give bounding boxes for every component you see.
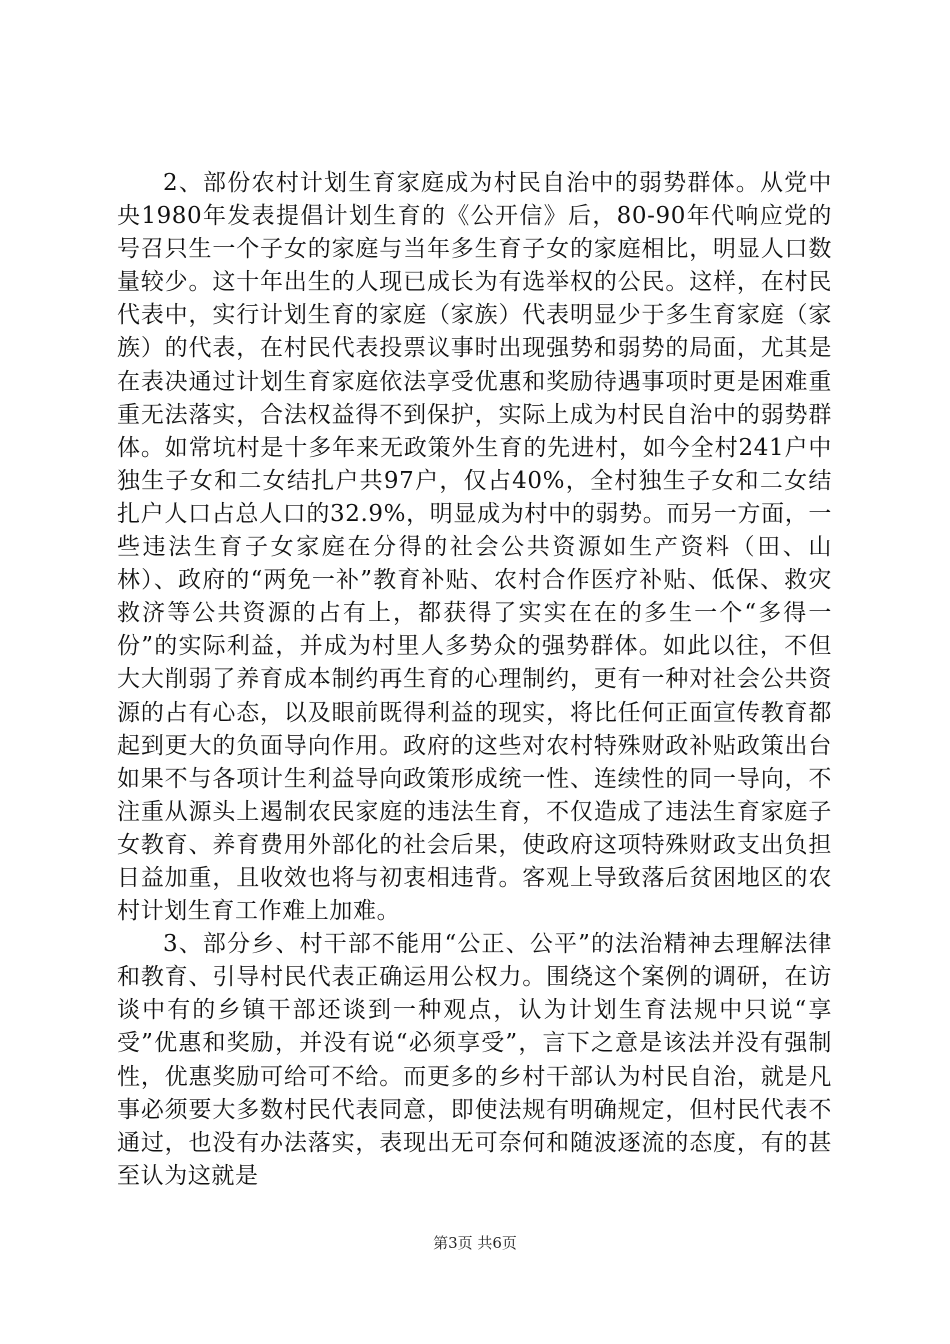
page-number-footer: 第3页 共6页	[433, 1234, 517, 1252]
document-body	[117, 167, 832, 1193]
paragraph-3: 3、部分乡、村干部不能用“公正、公平”的法治精神去理解法律和教育、引导村民代表正确运用公权力。围绕这个案例的调研，在访谈中有的乡镇干部还谈到一种观点，认为计划生育法规中只说“享受”优惠和奖励，并没有说“必须享受”，言下之意是该法并没有强制性，优惠奖励可给可不给。而更多的乡村干部认为村民自治，就是凡事必须要大多数村民代表同意，即使法规有明确规定，但村民代表不通过，也没有办法落实，表现出无可奈何和随波逐流的态度，有的甚至认为这就是	[117, 931, 832, 1189]
paragraph-2: 2、部份农村计划生育家庭成为村民自治中的弱势群体。从党中央1980年发表提倡计划生育的《公开信》后，80-90年代响应党的号召只生一个子女的家庭与当年多生育子女的家庭相比，明显人口数量较少。这十年出生的人现已成长为有选举权的公民。这样，在村民代表中，实行计划生育的家庭（家族）代表明显少于多生育家庭（家族）的代表，在村民代表投票议事时出现强势和弱势的局面，尤其是在表决通过计划生育家庭依法享受优惠和奖励待遇事项时更是困难重重无法落实，合法权益得不到保护，实际上成为村民自治中的弱势群体。如常坑村是十多年来无政策外生育的先进村，如今全村241户中独生子女和二女结扎户共97户，仅占40%，全村独生子女和二女结扎户人口占总人口的32.9%，明显成为村中的弱势。而另一方面，一些违法生育子女家庭在分得的社会公共资源如生产资料（田、山林）、政府的“两免一补”教育补贴、农村合作医疗补贴、低保、救灾救济等公共资源的占有上，都获得了实实在在的多生一个“多得一份”的实际利益，并成为村里人多势众的强势群体。如此以往，不但大大削弱了养育成本制约再生育的心理制约，更有一种对社会公共资源的占有心态，以及眼前既得利益的现实，将比任何正面宣传教育都起到更大的负面导向作用。政府的这些对农村特殊财政补贴政策出台如果不与各项计生利益导向政策形成统一性、连续性的同一导向，不注重从源头上遏制农民家庭的违法生育，不仅造成了违法生育家庭子女教育、养育费用外部化的社会后果，使政府这项特殊财政支出负担日益加重，且收效也将与初衷相违背。客观上导致落后贫困地区的农村计划生育工作难上加难。	[117, 170, 832, 925]
